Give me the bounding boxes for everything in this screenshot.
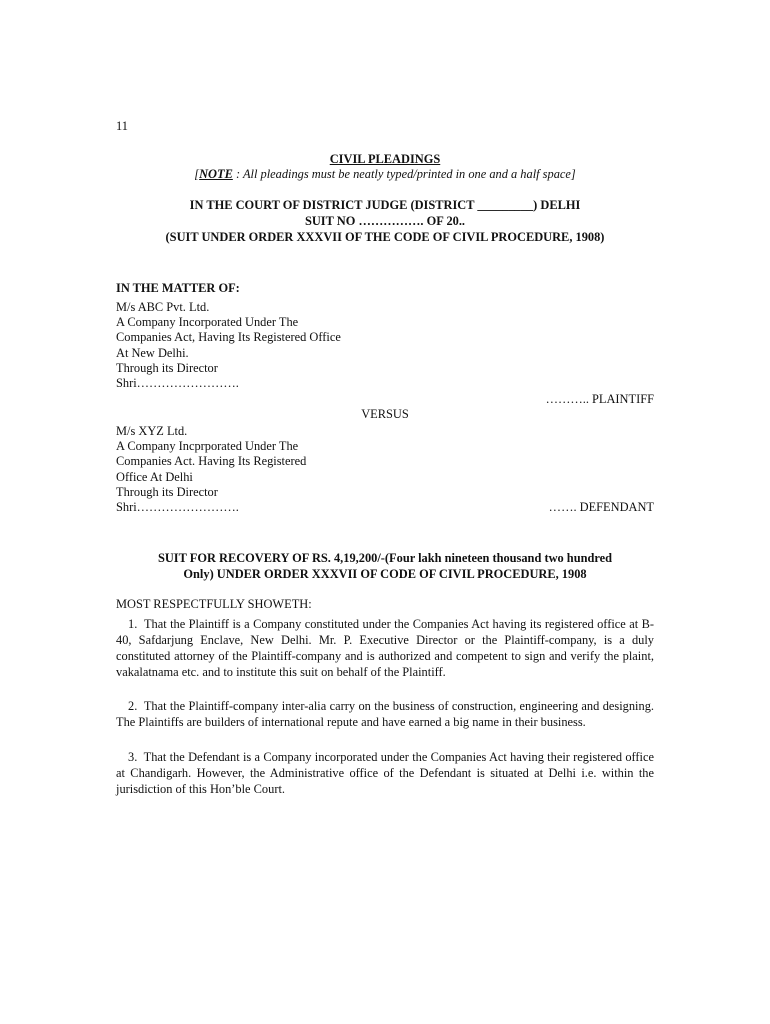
defendant-line: Office At Delhi: [116, 469, 193, 484]
defendant-line: Companies Act. Having Its Registered: [116, 454, 307, 469]
plaintiff-line: M/s ABC Pvt. Ltd.: [116, 300, 210, 314]
paragraph-3: [116, 749, 654, 797]
paragraph-1: [116, 616, 654, 680]
versus-label: VERSUS: [361, 407, 409, 421]
paragraph-2: [116, 698, 654, 730]
showeth-heading: MOST RESPECTFULLY SHOWETH:: [116, 597, 312, 611]
paragraph-number: 2.: [128, 699, 138, 713]
plaintiff-line: Shri…………………….: [116, 376, 239, 391]
formatting-note: [0, 167, 770, 182]
plaintiff-label: ……….. PLAINTIFF: [545, 392, 654, 406]
plaintiff-line: Through its Director: [116, 360, 218, 375]
note-text: : All pleadings must be neatly typed/printed in one and a half space]: [232, 167, 576, 181]
plaintiff-line: Companies Act, Having Its Registered Office: [116, 330, 341, 345]
paragraph-number: 3.: [128, 750, 138, 764]
paragraph-text: That the Defendant is a Company incorporated under the Companies Act having their registered office at Chandigarh. However, the Administrative office of the Defendant is situated at Delhi i.e. within the jurisdiction of this Hon’ble Court.: [116, 750, 654, 796]
defendant-line: A Company Incprporated Under The: [116, 439, 299, 454]
defendant-line: Shri…………………….: [116, 500, 239, 515]
defendant-line: M/s XYZ Ltd.: [116, 424, 188, 438]
defendant-label: ……. DEFENDANT: [548, 500, 654, 514]
page-number: 11: [116, 119, 128, 133]
matter-heading: IN THE MATTER OF:: [116, 281, 240, 295]
defendant-line: Through its Director: [116, 484, 218, 499]
plaintiff-line: At New Delhi.: [116, 345, 189, 360]
paragraph-text: That the Plaintiff-company inter-alia carry on the business of construction, engineering and designing. The Plaintiffs are builders of international repute and have earned a big name in their business.: [116, 699, 654, 729]
suit-title-line-1: SUIT FOR RECOVERY OF RS. 4,19,200/-(Four lakh nineteen thousand two hundred: [157, 551, 613, 565]
note-label: NOTE: [199, 167, 233, 181]
paragraph-text: That the Plaintiff is a Company constituted under the Companies Act having its registered office at B-40, Safdarjung Enclave, New Delhi. Mr. P. Executive Director or the Plaintiff-company, is a duly constituted attorney of the Plaintiff-company and is authorized and competent to sign and verify the plaint, vakalatnama etc. and to institute this suit on behalf of the Plaintiff.: [116, 617, 654, 679]
paragraph-number: 1.: [128, 617, 138, 631]
suit-number-line: SUIT NO ……………. OF 20..: [304, 214, 466, 228]
plaintiff-line: A Company Incorporated Under The: [116, 315, 299, 330]
suit-title-line-2: Only) UNDER ORDER XXXVII OF CODE OF CIVIL PROCEDURE, 1908: [183, 567, 587, 581]
note-open-bracket: [: [194, 167, 200, 181]
plaintiff-block: [116, 300, 654, 391]
court-name-line: IN THE COURT OF DISTRICT JUDGE (DISTRICT _________) DELHI: [189, 198, 581, 212]
document-title: CIVIL PLEADINGS: [329, 152, 441, 166]
suit-order-line: (SUIT UNDER ORDER XXXVII OF THE CODE OF CIVIL PROCEDURE, 1908): [165, 230, 605, 244]
